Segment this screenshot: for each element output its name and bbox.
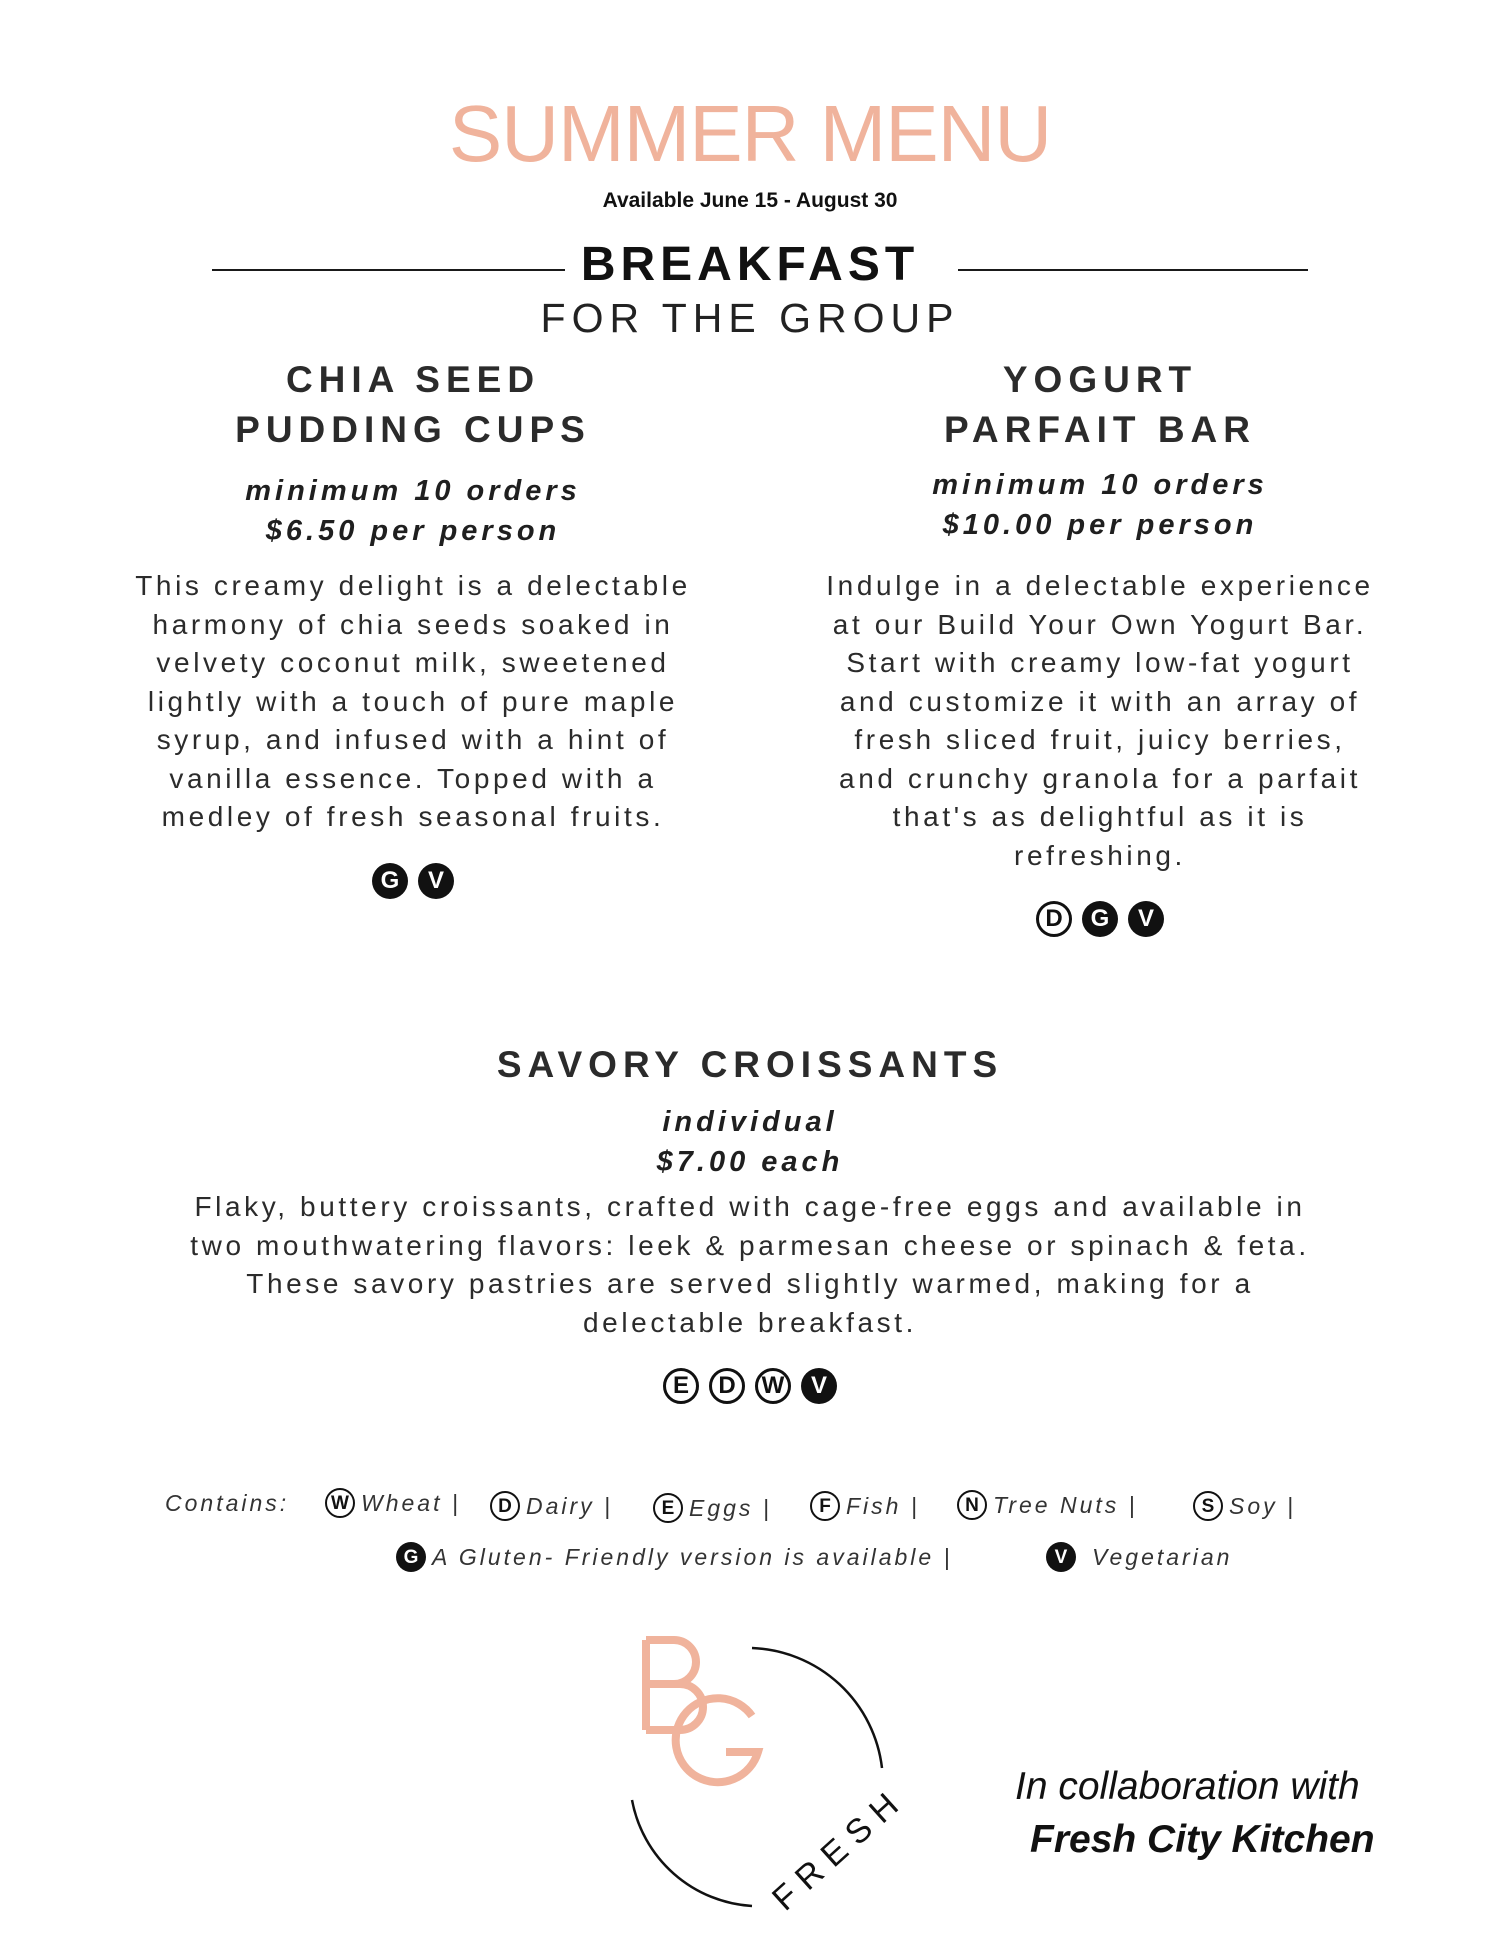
logo-arc-top — [752, 1648, 882, 1768]
logo-graphic — [600, 1620, 900, 1920]
collab-partner: Fresh City Kitchen — [1030, 1818, 1375, 1861]
item-name: CHIA SEED — [285, 359, 541, 400]
dietary-badges — [820, 901, 1380, 937]
item-description: Flaky, buttery croissants, crafted with cage-free eggs and available in two mouthwatering flavors: leek & parmesan cheese or spinach & feta. These savory pastries are served slightly warmed, making for a delectable breakfast. — [190, 1191, 1310, 1338]
item-name: PARFAIT BAR — [944, 409, 1256, 450]
logo-letter-g — [676, 1698, 758, 1782]
section-subtitle: FOR THE GROUP — [540, 295, 960, 341]
menu-item-croissants — [150, 1040, 1350, 1404]
eggs-icon: E — [663, 1368, 699, 1404]
legend-soy: S Soy | — [1193, 1491, 1296, 1521]
item-name: SAVORY CROISSANTS — [496, 1044, 1004, 1085]
legend-fish: F Fish | — [810, 1491, 920, 1521]
fish-icon: F — [810, 1491, 840, 1521]
item-minimum: individual — [662, 1106, 838, 1138]
vegetarian-icon: V — [801, 1368, 837, 1404]
legend-eggs: E Eggs | — [653, 1493, 772, 1523]
vegetarian-icon: V — [1046, 1542, 1076, 1572]
vegetarian-icon: V — [418, 863, 454, 899]
legend-tree-nuts: N Tree Nuts | — [957, 1490, 1138, 1520]
soy-icon: S — [1193, 1491, 1223, 1521]
dietary-badges — [118, 863, 708, 899]
eggs-icon: E — [653, 1493, 683, 1523]
legend-wheat: W Wheat | — [325, 1488, 461, 1518]
item-minimum: minimum 10 orders — [245, 475, 581, 507]
legend-vegetarian: V Vegetarian — [1046, 1542, 1232, 1572]
dairy-icon: D — [709, 1368, 745, 1404]
item-name: YOGURT — [1002, 359, 1198, 400]
section-title: BREAKFAST — [580, 238, 920, 291]
item-name: PUDDING CUPS — [235, 409, 591, 450]
dairy-icon: D — [490, 1491, 520, 1521]
item-price: $6.50 per person — [265, 515, 561, 547]
menu-item-yogurt — [820, 355, 1380, 937]
item-price: $7.00 each — [656, 1146, 844, 1178]
item-description: Indulge in a delectable experience at our Build Your Own Yogurt Bar. Start with creamy low-fat yogurt and customize it with an array of fresh sliced fruit, juicy berries, and crunchy granola for a parfait that's as delightful as it is refreshing. — [826, 570, 1374, 871]
vegetarian-icon: V — [1128, 901, 1164, 937]
dietary-badges — [150, 1368, 1350, 1404]
logo-arc-bottom — [632, 1800, 752, 1906]
collab-text: In collaboration with — [1015, 1765, 1360, 1808]
item-price: $10.00 per person — [942, 509, 1258, 541]
availability-dates: Available June 15 - August 30 — [602, 189, 898, 212]
legend-gluten-friendly: G A Gluten- Friendly version is available | — [396, 1542, 953, 1572]
menu-item-chia — [118, 355, 708, 899]
logo-wordmark: FRESH — [765, 1779, 914, 1919]
tree-nuts-icon: N — [957, 1490, 987, 1520]
gluten-friendly-icon: G — [1082, 901, 1118, 937]
gluten-friendly-icon: G — [372, 863, 408, 899]
gluten-friendly-icon: G — [396, 1542, 426, 1572]
legend-label: Contains: — [165, 1490, 290, 1516]
wheat-icon: W — [325, 1488, 355, 1518]
item-minimum: minimum 10 orders — [932, 469, 1268, 501]
legend-dairy: D Dairy | — [490, 1491, 613, 1521]
menu-title: SUMMER MENU — [448, 89, 1052, 178]
wheat-icon: W — [755, 1368, 791, 1404]
logo-letter-b — [646, 1640, 703, 1730]
item-description: This creamy delight is a delectable harmony of chia seeds soaked in velvety coconut milk, sweetened lightly with a touch of pure maple syrup, and infused with a hint of vanilla essence. Topped with a medley of fresh seasonal fruits. — [135, 570, 691, 832]
dairy-icon: D — [1036, 901, 1072, 937]
bg-fresh-logo — [600, 1620, 914, 1920]
